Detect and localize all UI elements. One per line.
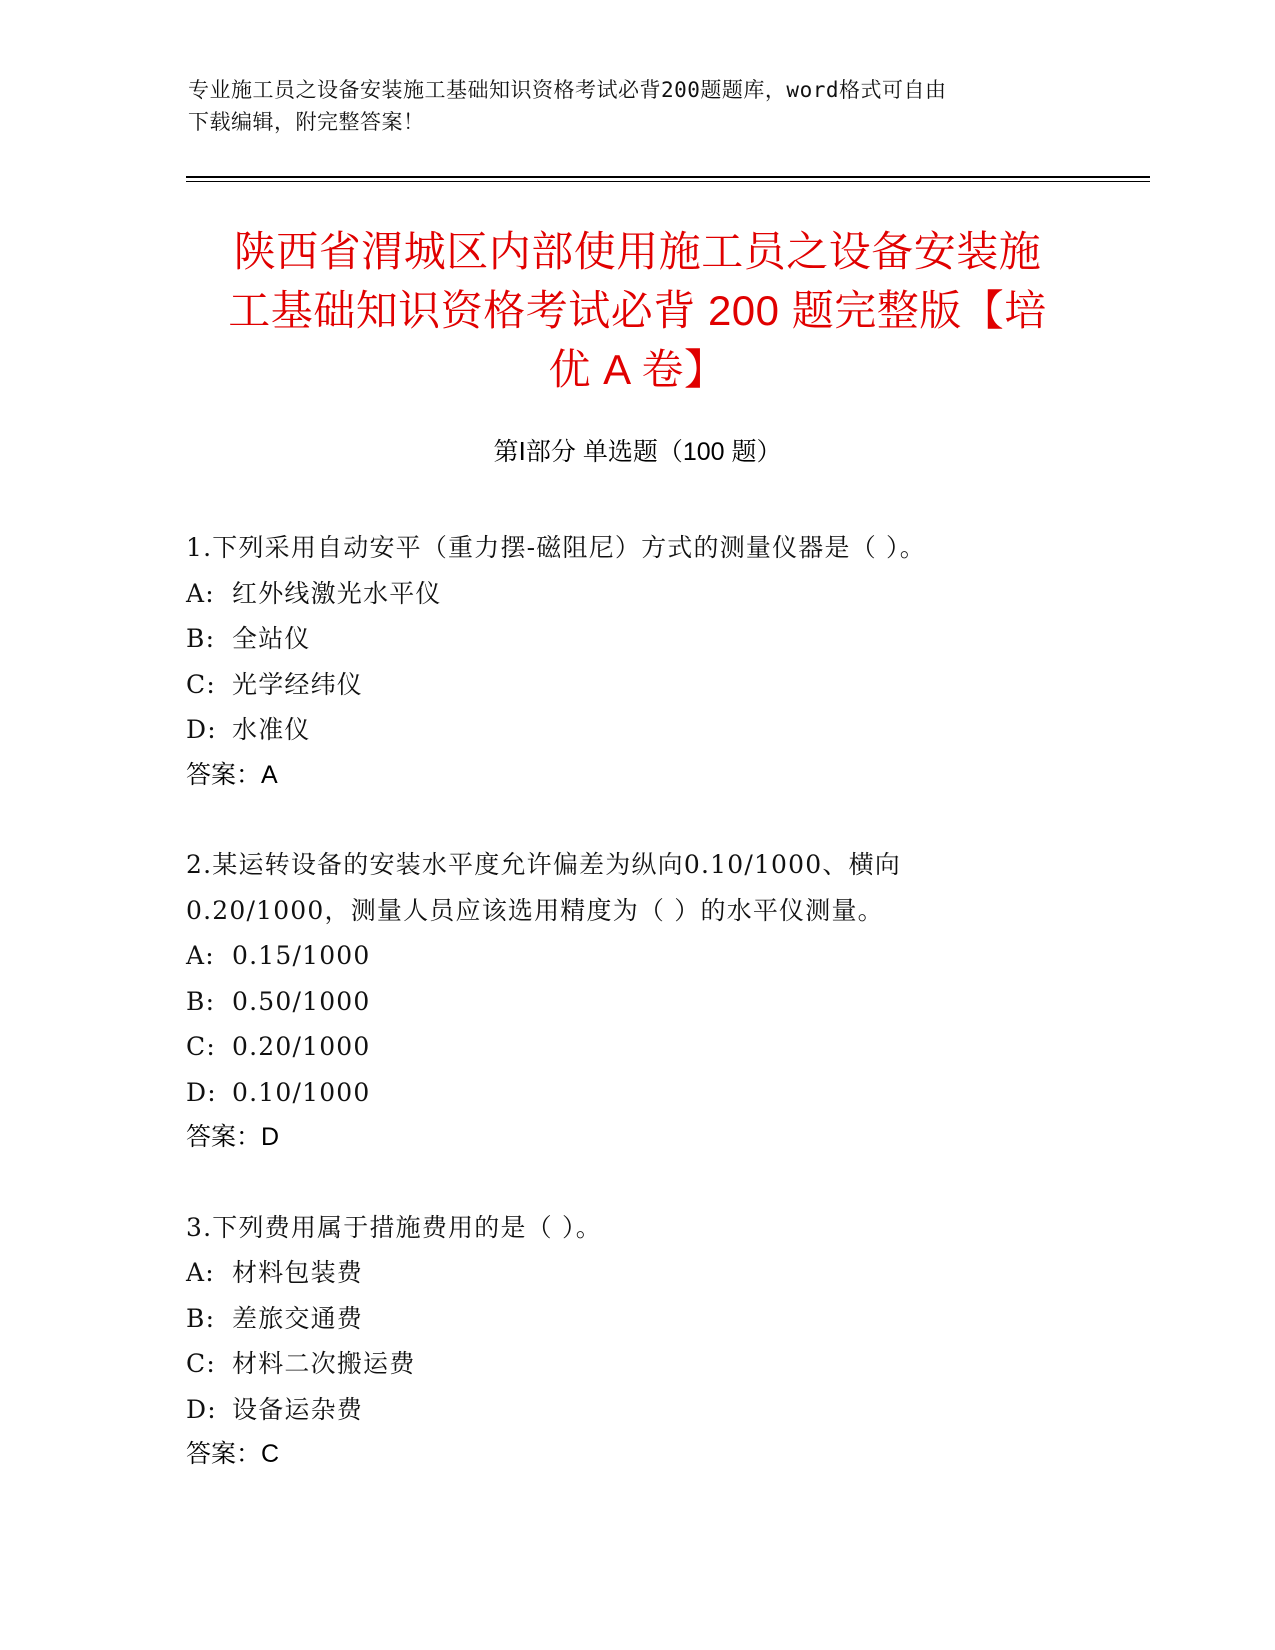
- option-a: [186, 1250, 1086, 1296]
- question-stem-line-1: 2.某运转设备的安装水平度允许偏差为纵向0.10/1000、横向: [186, 850, 901, 879]
- option-letter: D:: [186, 1394, 217, 1424]
- option-letter: B:: [186, 1303, 216, 1333]
- section-heading: 第Ⅰ部分 单选题（100 题）: [493, 438, 782, 466]
- option-text: 设备运杂费: [232, 1394, 364, 1424]
- question-stem: 3.下列费用属于措施费用的是（ ）。: [186, 1212, 602, 1242]
- header-note: [188, 74, 1068, 138]
- question-3: [186, 1205, 1086, 1478]
- option-letter: A:: [186, 941, 215, 970]
- option-text: 0.10/1000: [232, 1077, 371, 1107]
- option-text: 光学经纬仪: [232, 669, 364, 699]
- question-list: [186, 525, 1086, 1522]
- option-text: 水准仪: [232, 715, 311, 744]
- option-c: [186, 1024, 1086, 1070]
- header-divider-thick: [186, 176, 1150, 178]
- option-letter: D:: [186, 1077, 217, 1107]
- header-note-line-1: 专业施工员之设备安装施工基础知识资格考试必背200题题库，word格式可自由: [188, 78, 947, 102]
- option-text: 材料包装费: [232, 1258, 364, 1287]
- option-b: [186, 1296, 1086, 1342]
- option-c: [186, 1341, 1086, 1387]
- option-letter: B:: [186, 986, 216, 1016]
- option-d: [186, 707, 1086, 753]
- answer-line: 答案：C: [186, 1440, 280, 1468]
- option-text: 材料二次搬运费: [232, 1349, 416, 1378]
- page-title: [180, 222, 1095, 399]
- option-letter: C:: [186, 1349, 216, 1378]
- question-1: [186, 525, 1086, 798]
- option-text: 全站仪: [232, 624, 311, 653]
- option-text: 红外线激光水平仪: [232, 578, 442, 608]
- page-title-line-3: 优 A 卷】: [548, 346, 727, 393]
- question-stem-line-2: 0.20/1000，测量人员应该选用精度为（ ）的水平仪测量。: [186, 895, 884, 925]
- header-note-line-2: 下载编辑，附完整答案！: [188, 110, 425, 134]
- header-divider-thin: [186, 181, 1150, 182]
- option-letter: A:: [186, 1258, 215, 1287]
- option-text: 0.20/1000: [232, 1032, 371, 1061]
- answer-line: 答案：A: [186, 760, 278, 789]
- option-b: [186, 616, 1086, 662]
- option-letter: C:: [186, 1032, 216, 1061]
- answer-line: 答案：D: [186, 1123, 280, 1151]
- option-a: [186, 933, 1086, 979]
- option-c: [186, 662, 1086, 708]
- option-text: 差旅交通费: [232, 1303, 364, 1333]
- option-d: [186, 1387, 1086, 1433]
- option-text: 0.15/1000: [232, 941, 371, 970]
- option-d: [186, 1070, 1086, 1116]
- page-title-line-2: 工基础知识资格考试必背 200 题完整版【培: [228, 287, 1047, 334]
- question-2: [186, 842, 1086, 1161]
- option-letter: A:: [186, 578, 215, 608]
- option-letter: B:: [186, 624, 216, 653]
- option-b: [186, 979, 1086, 1025]
- option-letter: D:: [186, 715, 217, 744]
- page-title-line-1: 陕西省渭城区内部使用施工员之设备安装施: [233, 228, 1042, 275]
- option-text: 0.50/1000: [232, 986, 371, 1016]
- option-a: [186, 571, 1086, 617]
- option-letter: C:: [186, 669, 216, 699]
- question-stem: 1.下列采用自动安平（重力摆-磁阻尼）方式的测量仪器是（ ）。: [186, 533, 926, 562]
